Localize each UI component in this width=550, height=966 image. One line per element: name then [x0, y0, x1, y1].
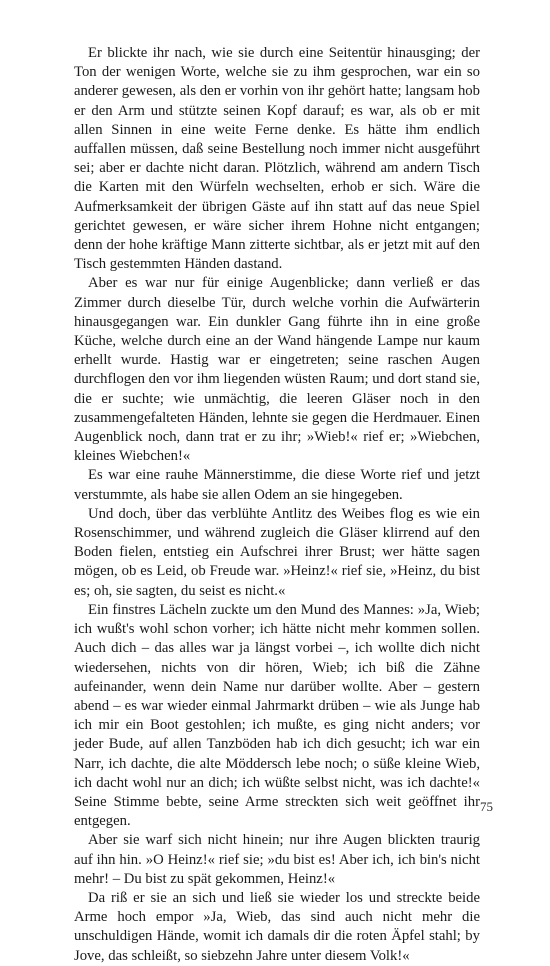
- paragraph: Und doch, über das verblühte Antlitz des Weibes flog es wie ein Rosenschimmer, und während zugleich die Gläser klirrend auf den Boden fielen, entstieg ein Aufschrei ihrer Brust; wer hätte sagen mögen, ob es Leid, ob Freude war. »Heinz!« rief sie, »Heinz, du bist es; oh, sie sagten, du seist es nicht.«: [74, 505, 480, 599]
- paragraph: Er blickte ihr nach, wie sie durch eine Seitentür hinausging; der Ton der wenigen Worte, welche sie zu ihm gesprochen, war ein so anderer gewesen, als den er vorhin von ihr gehört hatte; langsam hob er den Arm und stützte seinen Kopf darauf; es war, als ob er mit allen Sinnen in eine weite Ferne denke. Es hätte ihm endlich auffallen müssen, daß seine Bestellung noch immer nicht ausgeführt sei; aber er dachte nicht daran. Plötzlich, während am andern Tisch die Karten mit den Würfeln wechselten, erhob er sich. Wäre die Aufmerksamkeit der übrigen Gäste auf ihn statt auf das neue Spiel gerichtet gewesen, er wäre sicher ihrem Hohne nicht entgangen; denn der hohe kräftige Mann zitterte sichtbar, als er jetzt mit auf den Tisch gestemmten Händen dastand.: [74, 45, 480, 273]
- paragraph: Da riß er sie an sich und ließ sie wieder los und streckte beide Arme hoch empor »Ja, Wieb, das sind auch nicht mehr die unschuldigen Hände, womit ich damals dir die roten Äpfel stahl; by Jove, das schleißt, so siebzehn Jahre unter diesem Volk!«: [74, 889, 480, 964]
- paragraph: Ein finstres Lächeln zuckte um den Mund des Mannes: »Ja, Wieb; ich wußt's wohl schon vorher; ich hätte nicht mehr kommen sollen. Auch dich – das alles war ja längst vorbei –, ich wollte dich nicht wiedersehen, nichts von dir hören, Wieb; ich biß die Zähne aufeinander, wenn dein Name nur darüber wollte. Aber – gestern abend – es war wieder einmal Jahrmarkt drüben – wie als Junge hab ich mir ein Boot gestohlen; ich mußte, es ging nicht anders; vor jeder Bude, auf allen Tanzböden hab ich dich gesucht; ich war ein Narr, ich dachte, die alte Möddersch lebe noch; o süße kleine Wieb, ich dacht wohl nur an dich; ich wüßte selbst nicht, was ich dachte!« Seine Stimme bebte, seine Arme streckten sich weit geöffnet ihr entgegen.: [74, 601, 480, 830]
- body-text: [74, 44, 480, 966]
- paragraph: Aber es war nur für einige Augenblicke; dann verließ er das Zimmer durch dieselbe Tür, durch welche vorhin die Aufwärterin hinausgegangen war. Ein dunkler Gang führte ihn in eine große Küche, welche durch eine an der Wand hängende Lampe nur kaum erhellt wurde. Hastig war er eingetreten; seine raschen Augen durchflogen den vor ihm liegenden wüsten Raum; und dort stand sie, die er suchte; wie unmächtig, die leeren Gläser noch in den zusammengefalteten Händen, lehnte sie gegen die Herdmauer. Einen Augenblick noch, dann trat er zu ihr; »Wieb!« rief er; »Wiebchen, kleines Wiebchen!«: [74, 275, 480, 465]
- paragraph: Aber sie warf sich nicht hinein; nur ihre Augen blickten traurig auf ihn hin. »O Heinz!« rief sie; »du bist es! Aber ich, ich bin's nicht mehr! – Du bist zu spät gekommen, Heinz!«: [74, 832, 480, 887]
- paragraph: Es war eine rauhe Männerstimme, die diese Worte rief und jetzt verstummte, als habe sie allen Odem an sie hingegeben.: [74, 467, 480, 503]
- page-number: 75: [480, 799, 493, 814]
